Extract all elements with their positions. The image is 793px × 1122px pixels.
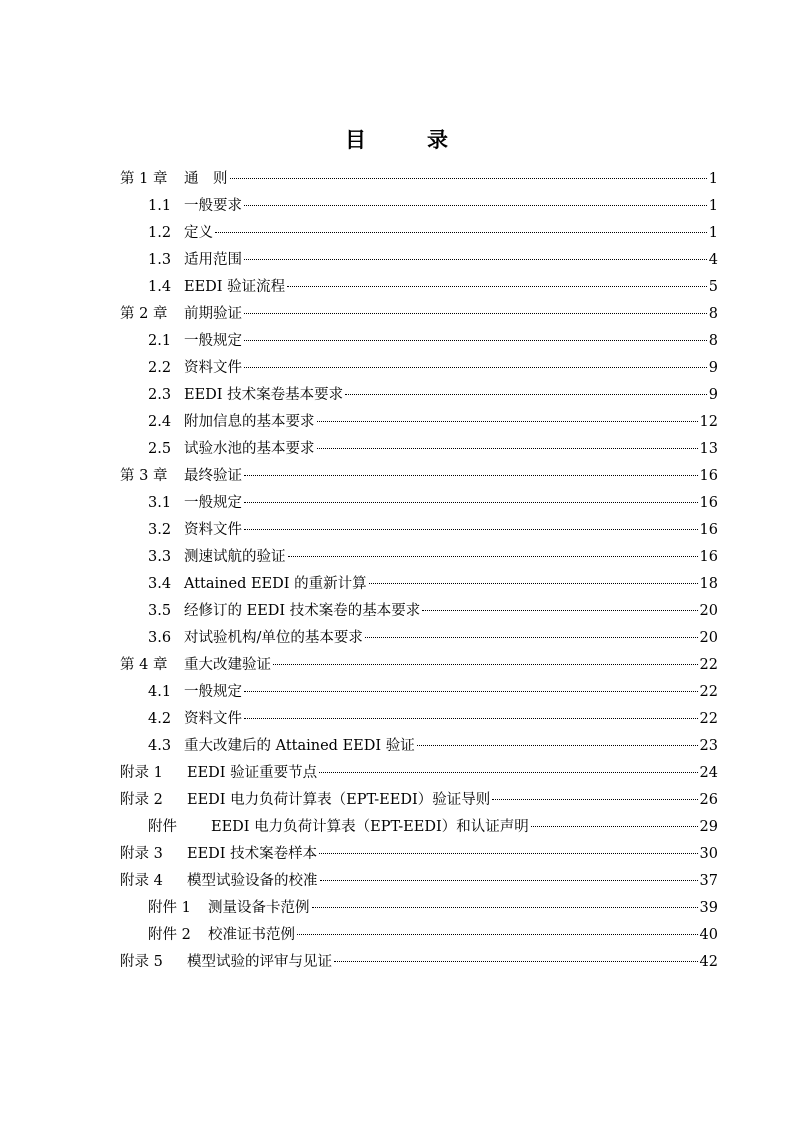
toc-entry-title: EEDI 技术案卷样本 (187, 846, 318, 862)
toc-dot-leader (244, 529, 698, 530)
toc-entry-title: 试验水池的基本要求 (184, 441, 315, 457)
toc-entry-number: 1.1 (148, 198, 172, 214)
toc-entry[interactable] (120, 844, 718, 864)
toc-entry-page-number: 12 (699, 414, 718, 430)
toc-entry-page-number: 20 (699, 630, 718, 646)
toc-entry-number: 3.3 (148, 549, 172, 565)
toc-entry-title: 重大改建后的 Attained EEDI 验证 (184, 738, 415, 754)
toc-entry[interactable] (148, 439, 718, 459)
toc-entry-title: 附加信息的基本要求 (184, 414, 315, 430)
toc-dot-leader (244, 313, 707, 314)
toc-entry[interactable] (148, 574, 718, 594)
toc-entry-page-number: 30 (699, 846, 718, 862)
toc-entry-title: 模型试验设备的校准 (187, 873, 318, 889)
toc-entry-number: 3.2 (148, 522, 172, 538)
toc-entry[interactable] (120, 304, 718, 324)
toc-entry-number: 2.5 (148, 441, 172, 457)
toc-entry-title: Attained EEDI 的重新计算 (184, 576, 367, 592)
toc-entry-number: 附录 5 (120, 954, 163, 970)
toc-entry-page-number: 8 (708, 333, 718, 349)
toc-entry[interactable] (120, 763, 718, 783)
toc-entry[interactable] (148, 277, 718, 297)
toc-entry-title: 资料文件 (184, 360, 242, 376)
toc-entry[interactable] (148, 223, 718, 243)
toc-dot-leader (531, 826, 698, 827)
toc-dot-leader (244, 691, 698, 692)
toc-dot-leader (369, 583, 698, 584)
toc-entry-title: 资料文件 (184, 711, 242, 727)
page-title: 目 录 (345, 127, 468, 152)
toc-entry-number: 附件 (148, 819, 177, 835)
toc-entry-number: 3.4 (148, 576, 172, 592)
toc-entry-number: 附录 3 (120, 846, 163, 862)
toc-entry-page-number: 42 (699, 954, 718, 970)
toc-entry-title: 定义 (184, 225, 213, 241)
toc-entry-page-number: 20 (699, 603, 718, 619)
toc-entry-page-number: 22 (699, 657, 718, 673)
toc-entry-page-number: 1 (708, 171, 718, 187)
toc-entry-number: 4.2 (148, 711, 172, 727)
toc-dot-leader (312, 907, 698, 908)
toc-dot-leader (365, 637, 698, 638)
toc-entry-title: 资料文件 (184, 522, 242, 538)
toc-entry[interactable] (148, 196, 718, 216)
toc-dot-leader (288, 556, 698, 557)
toc-entry-title: EEDI 电力负荷计算表（EPT-EEDI）验证导则 (187, 792, 491, 808)
toc-entry-number: 2.4 (148, 414, 172, 430)
toc-dot-leader (244, 367, 707, 368)
toc-dot-leader (334, 961, 698, 962)
toc-entry[interactable] (120, 169, 718, 189)
toc-entry-number: 附件 2 (148, 927, 191, 943)
toc-entry-title: 前期验证 (184, 306, 242, 322)
toc-entry-title: 一般规定 (184, 495, 242, 511)
toc-entry-title: EEDI 验证流程 (184, 279, 286, 295)
toc-entry-page-number: 16 (699, 522, 718, 538)
toc-entry-number: 2.3 (148, 387, 172, 403)
toc-dot-leader (215, 232, 707, 233)
toc-entry-page-number: 8 (708, 306, 718, 322)
toc-dot-leader (230, 178, 707, 179)
toc-entry-number: 3.1 (148, 495, 172, 511)
toc-entry-title: 一般规定 (184, 684, 242, 700)
toc-dot-leader (244, 502, 698, 503)
toc-entry-number: 4.3 (148, 738, 172, 754)
toc-entry[interactable] (148, 358, 718, 378)
toc-entry-page-number: 1 (708, 225, 718, 241)
toc-dot-leader (244, 718, 698, 719)
toc-entry[interactable] (148, 736, 718, 756)
toc-entry[interactable] (148, 547, 718, 567)
toc-entry[interactable] (120, 871, 718, 891)
toc-entry-title: 测量设备卡范例 (208, 900, 310, 916)
toc-dot-leader (287, 286, 707, 287)
toc-dot-leader (273, 664, 698, 665)
toc-dot-leader (244, 259, 707, 260)
toc-dot-leader (319, 853, 697, 854)
toc-entry-page-number: 26 (699, 792, 718, 808)
toc-dot-leader (492, 799, 697, 800)
toc-entry[interactable] (148, 520, 718, 540)
toc-entry-number: 第 4 章 (120, 657, 168, 673)
toc-entry-number: 2.2 (148, 360, 172, 376)
toc-entry[interactable] (148, 709, 718, 729)
toc-entry-title: 模型试验的评审与见证 (187, 954, 332, 970)
toc-entry-title: 经修订的 EEDI 技术案卷的基本要求 (184, 603, 421, 619)
toc-entry[interactable] (148, 385, 718, 405)
toc-entry-page-number: 9 (708, 387, 718, 403)
toc-entry-page-number: 23 (699, 738, 718, 754)
toc-entry-page-number: 5 (708, 279, 718, 295)
toc-entry[interactable] (148, 601, 718, 621)
toc-entry-title: EEDI 电力负荷计算表（EPT-EEDI）和认证声明 (211, 819, 529, 835)
toc-entry-number: 3.6 (148, 630, 172, 646)
toc-entry-title: 测速试航的验证 (184, 549, 286, 565)
toc-entry[interactable] (148, 331, 718, 351)
toc-entry-number: 第 2 章 (120, 306, 168, 322)
toc-dot-leader (320, 880, 698, 881)
toc-dot-leader (317, 448, 698, 449)
toc-entry-title: 重大改建验证 (184, 657, 271, 673)
toc-entry[interactable] (148, 250, 718, 270)
toc-entry-title: 通 则 (184, 171, 228, 187)
toc-entry-page-number: 37 (699, 873, 718, 889)
toc-dot-leader (422, 610, 697, 611)
toc-entry[interactable] (120, 655, 718, 675)
toc-entry[interactable] (148, 628, 718, 648)
toc-entry-title: 最终验证 (184, 468, 242, 484)
toc-entry-page-number: 13 (699, 441, 718, 457)
toc-entry-page-number: 1 (708, 198, 718, 214)
toc-entry-number: 1.3 (148, 252, 172, 268)
toc-entry[interactable] (148, 682, 718, 702)
toc-dot-leader (297, 934, 698, 935)
toc-entry[interactable] (148, 925, 718, 945)
toc-entry-number: 1.2 (148, 225, 172, 241)
toc-entry-title: 一般要求 (184, 198, 242, 214)
toc-entry-page-number: 29 (699, 819, 718, 835)
toc-entry-number: 附件 1 (148, 900, 191, 916)
toc-entry-page-number: 16 (699, 549, 718, 565)
toc-entry-number: 3.5 (148, 603, 172, 619)
toc-dot-leader (244, 205, 707, 206)
toc-dot-leader (345, 394, 707, 395)
toc-entry[interactable] (148, 412, 718, 432)
toc-entry-number: 第 1 章 (120, 171, 168, 187)
toc-entry[interactable] (148, 817, 718, 837)
toc-entry-page-number: 16 (699, 495, 718, 511)
toc-dot-leader (317, 421, 698, 422)
toc-entry[interactable] (148, 493, 718, 513)
toc-entry-number: 附录 2 (120, 792, 163, 808)
toc-entry-page-number: 39 (699, 900, 718, 916)
toc-entry[interactable] (120, 466, 718, 486)
toc-entry-page-number: 22 (699, 711, 718, 727)
toc-entry-title: 一般规定 (184, 333, 242, 349)
toc-entry-page-number: 18 (699, 576, 718, 592)
toc-entry[interactable] (148, 898, 718, 918)
toc-entry-number: 2.1 (148, 333, 172, 349)
toc-entry-number: 附录 1 (120, 765, 163, 781)
toc-entry-title: 对试验机构/单位的基本要求 (184, 630, 363, 646)
toc-entry-title: EEDI 验证重要节点 (187, 765, 318, 781)
toc-entry-page-number: 40 (699, 927, 718, 943)
toc-entry-page-number: 24 (699, 765, 718, 781)
toc-dot-leader (417, 745, 698, 746)
toc-entry-number: 1.4 (148, 279, 172, 295)
toc-entry-title: 适用范围 (184, 252, 242, 268)
toc-entry-number: 附录 4 (120, 873, 163, 889)
toc-entry-title: 校准证书范例 (208, 927, 295, 943)
toc-dot-leader (319, 772, 697, 773)
toc-entry-page-number: 4 (708, 252, 718, 268)
toc-entry[interactable] (120, 952, 718, 972)
toc-entry-page-number: 16 (699, 468, 718, 484)
toc-entry-page-number: 22 (699, 684, 718, 700)
toc-dot-leader (244, 475, 698, 476)
toc-dot-leader (244, 340, 707, 341)
toc-entry-title: EEDI 技术案卷基本要求 (184, 387, 344, 403)
toc-entry[interactable] (120, 790, 718, 810)
toc-entry-number: 第 3 章 (120, 468, 168, 484)
toc-entry-page-number: 9 (708, 360, 718, 376)
toc-entry-number: 4.1 (148, 684, 172, 700)
